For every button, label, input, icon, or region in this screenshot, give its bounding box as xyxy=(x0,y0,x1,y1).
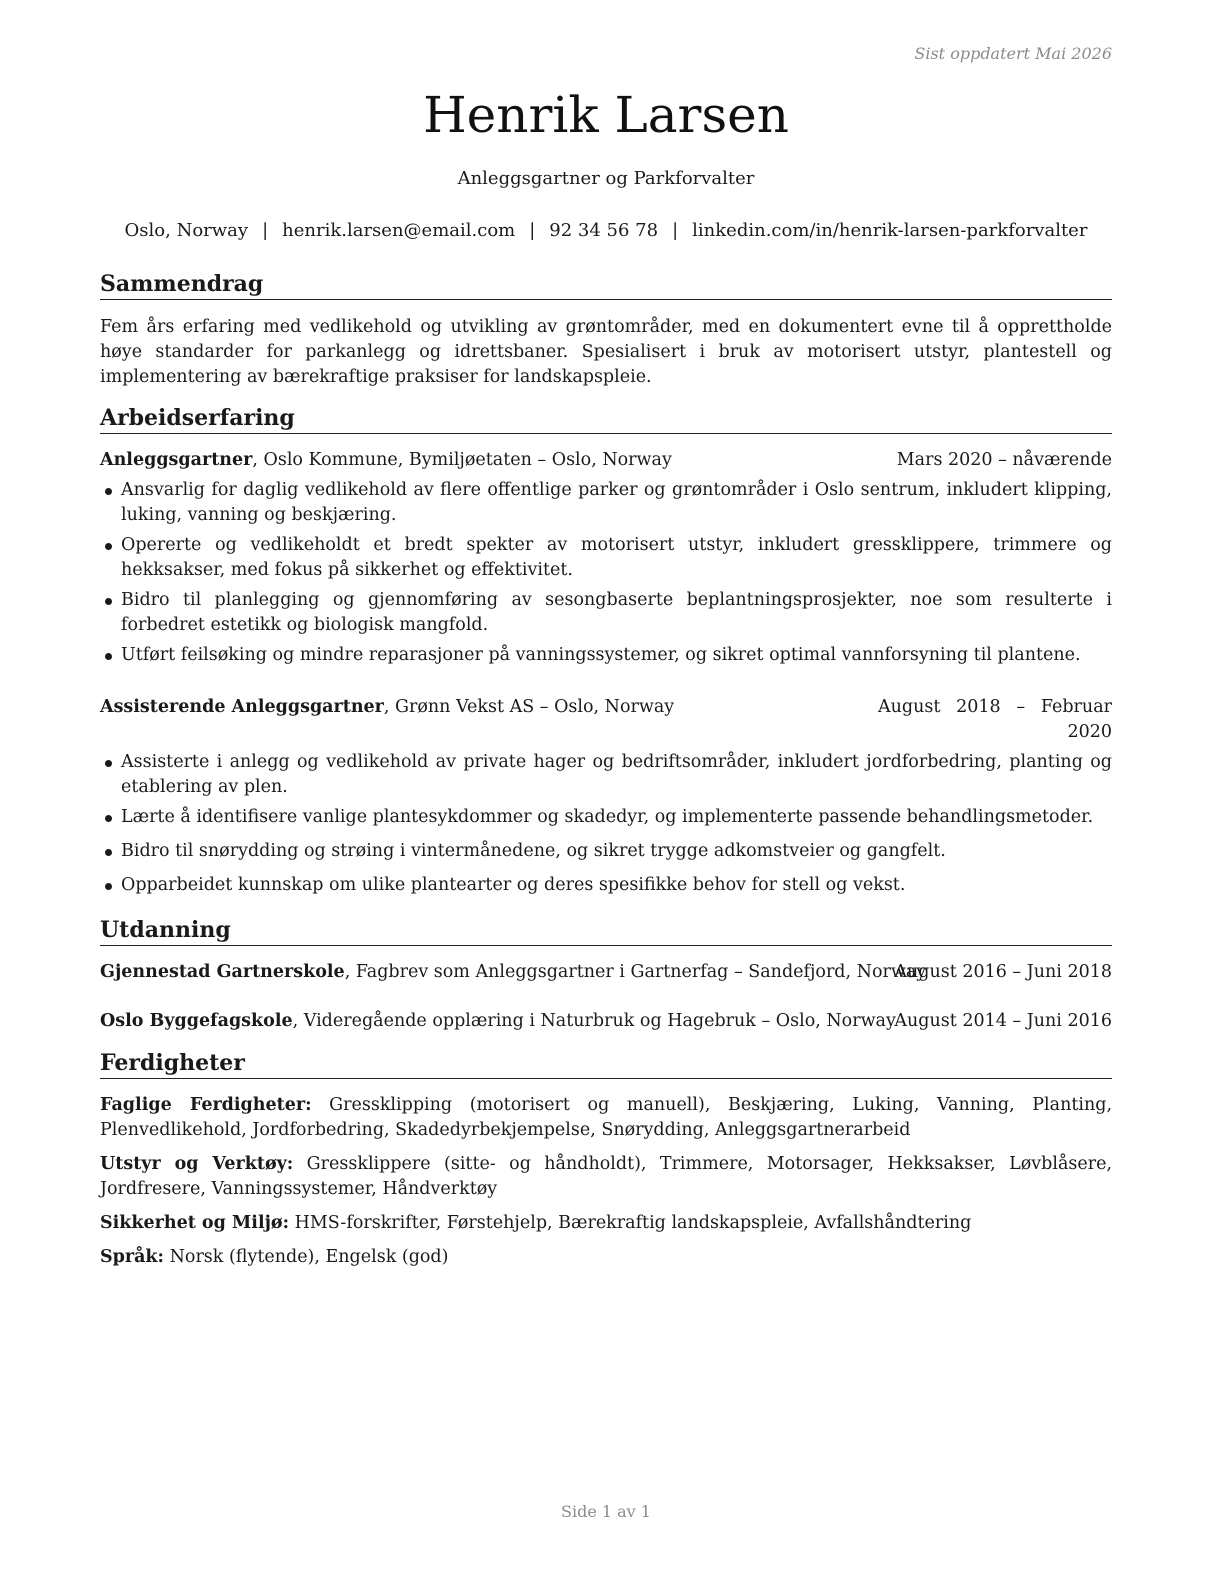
skill-group xyxy=(100,1093,1112,1143)
bullet-icon xyxy=(105,543,112,550)
contact-separator: | xyxy=(262,220,269,241)
job-org: , Grønn Vekst AS – Oslo, Norway xyxy=(383,697,675,717)
skill-text: Gressklipping (motorisert og manuell), Beskjæring, Luking, Vanning, Planting, Plenvedlikehold, Jordforbedring, Skadedyrbekjempelse, Snørydding, Anleggsgartnerarbeid xyxy=(100,1095,1113,1140)
contact-email[interactable]: henrik.larsen@email.com xyxy=(282,220,516,241)
job-dates: Mars 2020 – nåværende xyxy=(896,450,1112,470)
section-title: Ferdigheter xyxy=(100,1049,1112,1079)
job-org: , Oslo Kommune, Bymiljøetaten – Oslo, Norway xyxy=(252,450,672,470)
section-title: Sammendrag xyxy=(100,270,1112,300)
education-item xyxy=(100,1009,1112,1034)
contact-line xyxy=(100,220,1112,241)
job-header xyxy=(100,695,1112,745)
skill-group xyxy=(100,1211,1112,1236)
skill-label: Sikkerhet og Miljø: xyxy=(100,1213,290,1233)
education-dates: August 2014 – Juni 2016 xyxy=(894,1011,1112,1031)
skill-text: Gressklippere (sitte- og håndholdt), Trimmere, Motorsager, Hekksakser, Løvblåsere, Jordfresere, Vanningssystemer, Håndverktøy xyxy=(100,1154,1113,1199)
job-bullets xyxy=(100,478,1112,668)
job-role: Assisterende Anleggsgartner xyxy=(100,697,384,717)
experience-section xyxy=(100,404,1112,898)
school-detail: , Fagbrev som Anleggsgartner i Gartnerfag – Sandefjord, Norway xyxy=(344,962,927,982)
bullet-icon xyxy=(105,849,112,856)
education-item xyxy=(100,960,1112,985)
skill-text: HMS-forskrifter, Førstehjelp, Bærekraftig landskapspleie, Avfallshåndtering xyxy=(289,1213,972,1233)
list-item: Ansvarlig for daglig vedlikehold av flere offentlige parker og grøntområder i Oslo sentrum, inkludert klipping, luking, vanning og beskjæring. xyxy=(100,478,1112,528)
school-detail: , Videregående opplæring i Naturbruk og Hagebruk – Oslo, Norway xyxy=(292,1011,896,1031)
list-item: Opererte og vedlikeholdt et bredt spekter av motorisert utstyr, inkludert gressklippere, trimmere og hekksakser, med fokus på sikkerhet og effektivitet. xyxy=(100,533,1112,583)
skill-label: Utstyr og Verktøy: xyxy=(100,1154,294,1174)
list-item: Opparbeidet kunnskap om ulike plantearter og deres spesifikke behov for stell og vekst. xyxy=(100,873,1112,898)
section-title: Arbeidserfaring xyxy=(100,404,1112,434)
contact-linkedin[interactable]: linkedin.com/in/henrik-larsen-parkforvalter xyxy=(692,220,1088,241)
list-item: Assisterte i anlegg og vedlikehold av private hager og bedriftsområder, inkludert jordforbedring, planting og etablering av plen. xyxy=(100,750,1112,800)
list-item: Lærte å identifisere vanlige plantesykdommer og skadedyr, og implementerte passende behandlingsmetoder. xyxy=(100,805,1112,830)
list-item: Bidro til planlegging og gjennomføring av sesongbaserte beplantningsprosjekter, noe som resulterte i forbedret estetikk og biologisk mangfold. xyxy=(100,588,1112,638)
skill-label: Faglige Ferdigheter: xyxy=(100,1095,312,1115)
contact-phone: 92 34 56 78 xyxy=(549,220,659,241)
bullet-icon xyxy=(105,488,112,495)
job-role: Anleggsgartner xyxy=(100,450,253,470)
contact-separator: | xyxy=(672,220,679,241)
job-header xyxy=(100,448,1112,473)
skill-group xyxy=(100,1152,1112,1202)
bullet-icon xyxy=(105,760,112,767)
school-name: Oslo Byggefagskole xyxy=(100,1011,293,1031)
candidate-headline: Anleggsgartner og Parkforvalter xyxy=(457,168,755,189)
summary-section xyxy=(100,270,1112,390)
contact-separator: | xyxy=(529,220,536,241)
skill-text: Norsk (flytende), Engelsk (god) xyxy=(164,1247,449,1267)
last-updated: Sist oppdatert Mai 2026 xyxy=(914,44,1112,63)
skills-section xyxy=(100,1049,1112,1270)
bullet-icon xyxy=(105,598,112,605)
candidate-name: Henrik Larsen xyxy=(423,86,789,144)
list-item: Utført feilsøking og mindre reparasjoner på vanningssystemer, og sikret optimal vannforsyning til plantene. xyxy=(100,643,1112,668)
page-footer: Side 1 av 1 xyxy=(561,1502,651,1521)
skill-group xyxy=(100,1245,1112,1270)
summary-text: Fem års erfaring med vedlikehold og utvikling av grøntområder, med en dokumentert evne til å opprettholde høye standarder for parkanlegg og idrettsbaner. Spesialisert i bruk av motorisert utstyr, plantestell og implementering av bærekraftige praksiser for landskapspleie. xyxy=(100,317,1112,387)
education-section xyxy=(100,916,1112,1034)
bullet-icon xyxy=(105,883,112,890)
skill-label: Språk: xyxy=(100,1247,165,1267)
contact-location: Oslo, Norway xyxy=(124,220,249,241)
section-title: Utdanning xyxy=(100,916,1112,946)
school-name: Gjennestad Gartnerskole xyxy=(100,962,345,982)
job-dates: August 2018 – Februar 2020 xyxy=(878,697,1112,742)
job-bullets xyxy=(100,750,1112,898)
list-item: Bidro til snørydding og strøing i vintermånedene, og sikret trygge adkomstveier og gangfelt. xyxy=(100,839,1112,864)
resume-page xyxy=(100,0,1112,1584)
education-dates: August 2016 – Juni 2018 xyxy=(894,962,1112,982)
bullet-icon xyxy=(105,653,112,660)
bullet-icon xyxy=(105,815,112,822)
